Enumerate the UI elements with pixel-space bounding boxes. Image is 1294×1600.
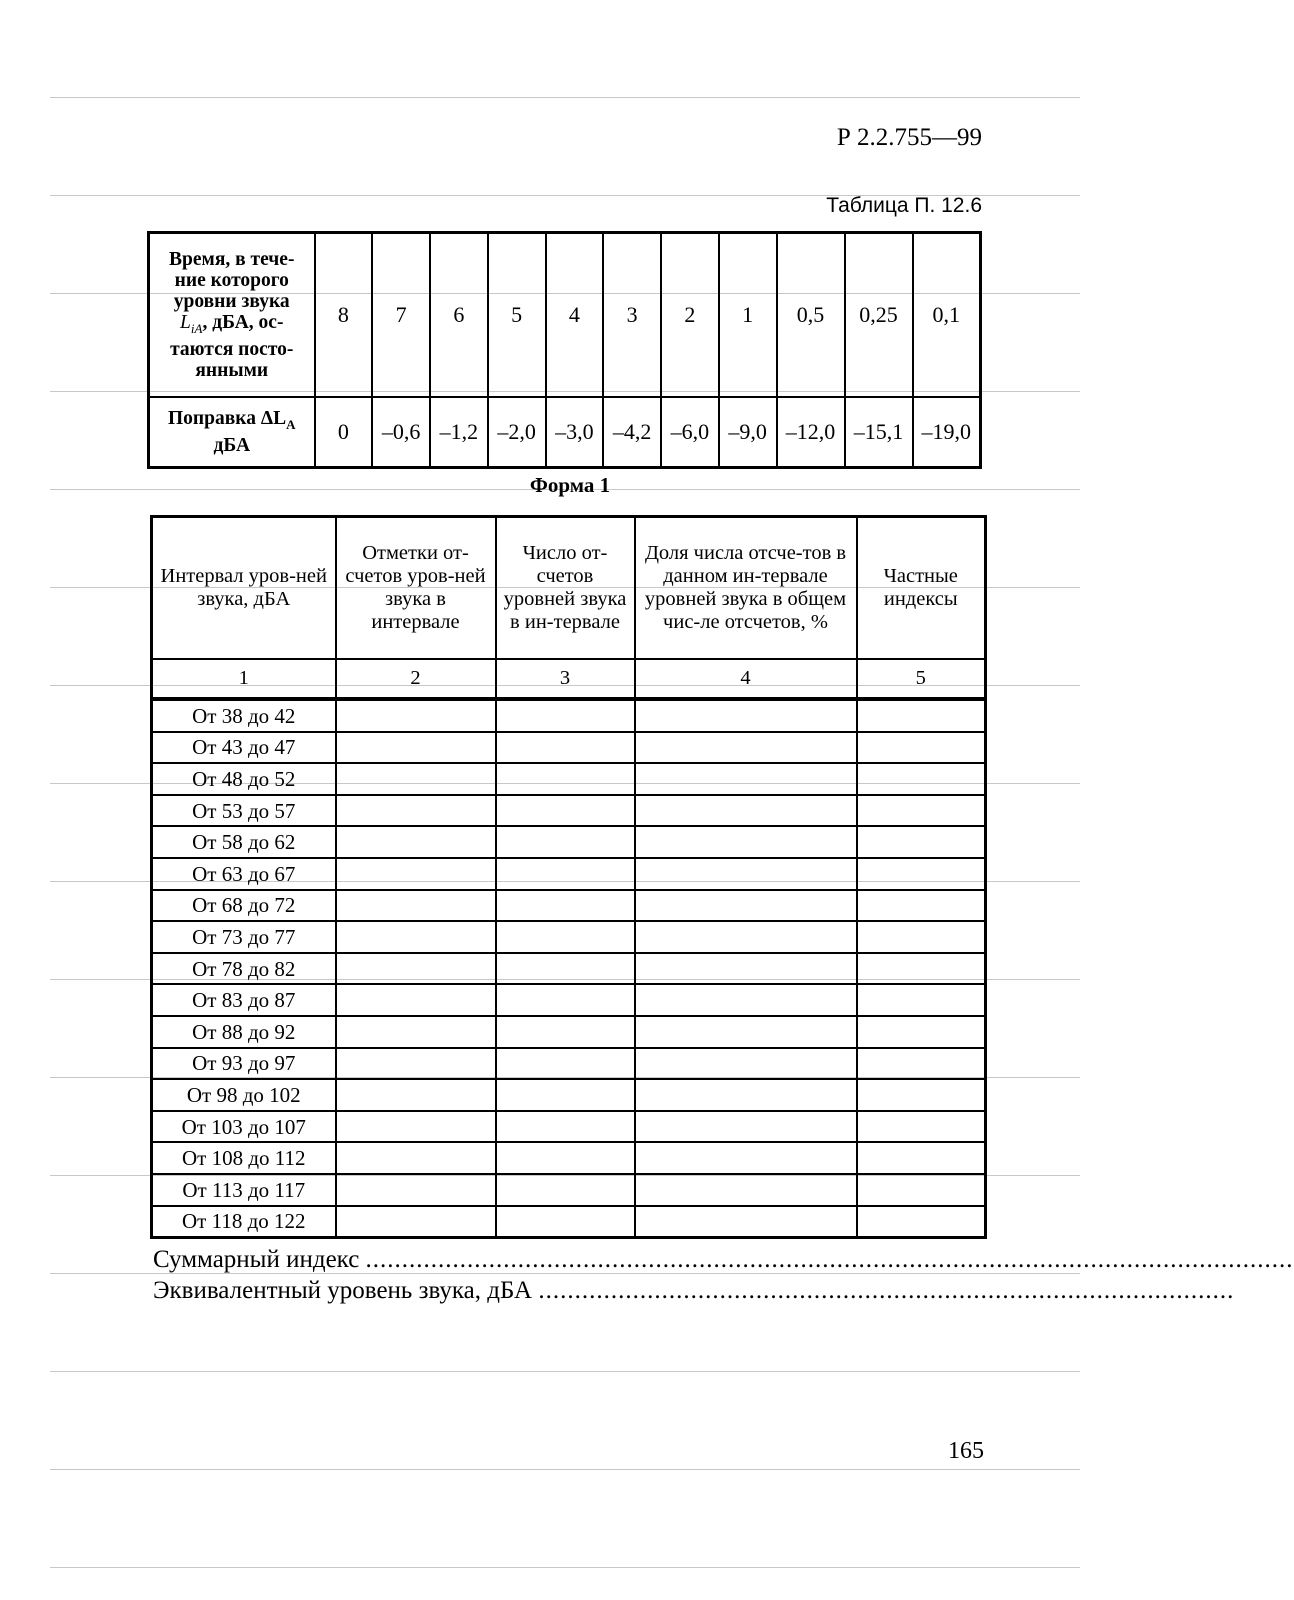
empty-cell	[635, 1206, 857, 1238]
time-cell: 5	[488, 233, 546, 397]
empty-cell	[635, 732, 857, 764]
table-row	[152, 1174, 986, 1206]
interval-cell: От 78 до 82	[152, 953, 336, 985]
form1-body	[152, 699, 986, 1238]
table-row	[152, 763, 986, 795]
time-cell: 0,25	[845, 233, 913, 397]
symbol-subscript: A	[286, 416, 296, 432]
interval-cell: От 88 до 92	[152, 1016, 336, 1048]
interval-cell: От 103 до 107	[152, 1111, 336, 1143]
row-header-text: уровни звука	[173, 291, 290, 312]
interval-cell: От 98 до 102	[152, 1079, 336, 1111]
empty-cell	[857, 826, 986, 858]
correction-cell: –19,0	[913, 397, 981, 468]
column-number: 2	[336, 659, 496, 699]
correction-cell: –1,2	[430, 397, 488, 468]
empty-cell	[496, 1142, 635, 1174]
empty-cell	[857, 1206, 986, 1238]
table-row	[152, 732, 986, 764]
interval-cell: От 113 до 117	[152, 1174, 336, 1206]
empty-cell	[857, 1111, 986, 1143]
table-row	[152, 826, 986, 858]
table-row	[152, 890, 986, 922]
interval-cell: От 43 до 47	[152, 732, 336, 764]
interval-cell: От 93 до 97	[152, 1048, 336, 1080]
empty-cell	[635, 795, 857, 827]
column-header: Число от-счетов уровней звука в ин-тервале	[496, 517, 635, 660]
table-row	[152, 921, 986, 953]
empty-cell	[635, 826, 857, 858]
symbol-subscript: iA	[190, 320, 203, 336]
empty-cell	[857, 1016, 986, 1048]
interval-cell: От 58 до 62	[152, 826, 336, 858]
column-number: 5	[857, 659, 986, 699]
equivalent-level-line	[153, 1277, 1235, 1305]
empty-cell	[336, 1174, 496, 1206]
time-cell: 0,1	[913, 233, 981, 397]
column-header: Отметки от-счетов уров-ней звука в интервале	[336, 517, 496, 660]
time-cell: 3	[603, 233, 661, 397]
correction-cell: –4,2	[603, 397, 661, 468]
empty-cell	[336, 1016, 496, 1048]
column-number: 1	[152, 659, 336, 699]
row-header-text: янными	[195, 359, 269, 381]
empty-cell	[336, 795, 496, 827]
empty-cell	[496, 1016, 635, 1048]
form1-header-row	[152, 517, 986, 660]
column-number: 3	[496, 659, 635, 699]
empty-cell	[857, 890, 986, 922]
time-cell: 4	[546, 233, 604, 397]
empty-cell	[496, 1174, 635, 1206]
empty-cell	[336, 826, 496, 858]
table-row	[152, 1206, 986, 1238]
document-code: Р 2.2.755—99	[836, 124, 982, 151]
interval-cell: От 63 до 67	[152, 858, 336, 890]
time-row-header	[149, 233, 315, 397]
symbol-l: L	[180, 312, 191, 333]
correction-cell: –6,0	[661, 397, 719, 468]
empty-cell	[496, 1111, 635, 1143]
empty-cell	[496, 984, 635, 1016]
empty-cell	[336, 921, 496, 953]
empty-cell	[857, 732, 986, 764]
time-cell: 2	[661, 233, 719, 397]
empty-cell	[336, 1142, 496, 1174]
table-row	[152, 1142, 986, 1174]
fill-in-line: ................................................................................................................................	[365, 1246, 1294, 1273]
table-row	[152, 699, 986, 732]
column-header: Доля числа отсче-тов в данном ин-тервале уровней звука в общем чис-ле отсчетов, %	[635, 517, 857, 660]
empty-cell	[496, 826, 635, 858]
table-label: Таблица П. 12.6	[826, 194, 982, 217]
empty-cell	[857, 921, 986, 953]
empty-cell	[336, 699, 496, 732]
table-row	[152, 1048, 986, 1080]
empty-cell	[857, 1048, 986, 1080]
fill-in-line: ................................................................................................	[538, 1277, 1235, 1304]
empty-cell	[496, 1048, 635, 1080]
divider	[50, 1469, 1080, 1470]
empty-cell	[857, 1079, 986, 1111]
empty-cell	[496, 890, 635, 922]
empty-cell	[635, 1079, 857, 1111]
row-header-text: таются посто-	[170, 338, 294, 360]
table-row	[152, 1079, 986, 1111]
divider	[50, 97, 1080, 98]
empty-cell	[857, 763, 986, 795]
interval-cell: От 83 до 87	[152, 984, 336, 1016]
correction-cell: –12,0	[777, 397, 845, 468]
empty-cell	[857, 953, 986, 985]
interval-cell: От 53 до 57	[152, 795, 336, 827]
interval-cell: От 118 до 122	[152, 1206, 336, 1238]
empty-cell	[336, 1206, 496, 1238]
empty-cell	[496, 1206, 635, 1238]
column-header: Частные индексы	[857, 517, 986, 660]
correction-row-header	[149, 397, 315, 468]
column-number: 4	[635, 659, 857, 699]
empty-cell	[336, 1048, 496, 1080]
empty-cell	[857, 795, 986, 827]
equivalent-level-label: Эквивалентный уровень звука, дБА	[153, 1277, 533, 1304]
row-header-text: ние которого	[174, 270, 289, 291]
empty-cell	[336, 858, 496, 890]
empty-cell	[496, 858, 635, 890]
time-cell: 1	[719, 233, 777, 397]
page-number: 165	[948, 1438, 984, 1464]
time-cell: 6	[430, 233, 488, 397]
empty-cell	[635, 763, 857, 795]
empty-cell	[336, 984, 496, 1016]
time-cell: 0,5	[777, 233, 845, 397]
empty-cell	[635, 1111, 857, 1143]
empty-cell	[635, 1174, 857, 1206]
interval-cell: От 73 до 77	[152, 921, 336, 953]
correction-cell: –9,0	[719, 397, 777, 468]
empty-cell	[336, 953, 496, 985]
row-header-text: , дБА, ос-	[202, 312, 284, 333]
empty-cell	[496, 795, 635, 827]
divider	[50, 1371, 1080, 1372]
empty-cell	[496, 763, 635, 795]
empty-cell	[857, 858, 986, 890]
row-header-text: Поправка ΔL	[168, 408, 287, 429]
time-cell: 7	[372, 233, 430, 397]
interval-cell: От 38 до 42	[152, 699, 336, 732]
correction-cell: –2,0	[488, 397, 546, 468]
total-index-line	[153, 1246, 1294, 1274]
empty-cell	[857, 699, 986, 732]
empty-cell	[496, 699, 635, 732]
correction-cell: –15,1	[845, 397, 913, 468]
table-row	[152, 1016, 986, 1048]
empty-cell	[635, 984, 857, 1016]
table-row	[152, 953, 986, 985]
row-header-text: дБА	[213, 434, 251, 456]
row-header-text: Время, в тече-	[169, 249, 295, 270]
table-row	[152, 858, 986, 890]
empty-cell	[336, 1079, 496, 1111]
table-row	[152, 1111, 986, 1143]
correction-cell: 0	[315, 397, 373, 468]
empty-cell	[635, 1048, 857, 1080]
table-row	[152, 984, 986, 1016]
empty-cell	[336, 1111, 496, 1143]
empty-cell	[496, 953, 635, 985]
correction-cell: –0,6	[372, 397, 430, 468]
correction-cell: –3,0	[546, 397, 604, 468]
correction-table	[147, 231, 982, 469]
time-cell: 8	[315, 233, 373, 397]
column-header: Интервал уров-ней звука, дБА	[152, 517, 336, 660]
empty-cell	[635, 921, 857, 953]
empty-cell	[496, 732, 635, 764]
interval-cell: От 68 до 72	[152, 890, 336, 922]
total-index-label: Суммарный индекс	[153, 1246, 360, 1273]
empty-cell	[496, 1079, 635, 1111]
empty-cell	[857, 984, 986, 1016]
empty-cell	[496, 921, 635, 953]
empty-cell	[635, 890, 857, 922]
empty-cell	[635, 699, 857, 732]
empty-cell	[635, 953, 857, 985]
empty-cell	[857, 1142, 986, 1174]
form1-table	[150, 515, 987, 1239]
empty-cell	[635, 1016, 857, 1048]
interval-cell: От 48 до 52	[152, 763, 336, 795]
empty-cell	[336, 890, 496, 922]
empty-cell	[857, 1174, 986, 1206]
empty-cell	[336, 732, 496, 764]
divider	[50, 1567, 1080, 1568]
empty-cell	[635, 1142, 857, 1174]
empty-cell	[336, 763, 496, 795]
table-row	[152, 795, 986, 827]
correction-row	[149, 397, 981, 468]
empty-cell	[635, 858, 857, 890]
column-number-row	[152, 659, 986, 699]
time-row	[149, 233, 981, 397]
form-title: Форма 1	[529, 473, 611, 497]
interval-cell: От 108 до 112	[152, 1142, 336, 1174]
